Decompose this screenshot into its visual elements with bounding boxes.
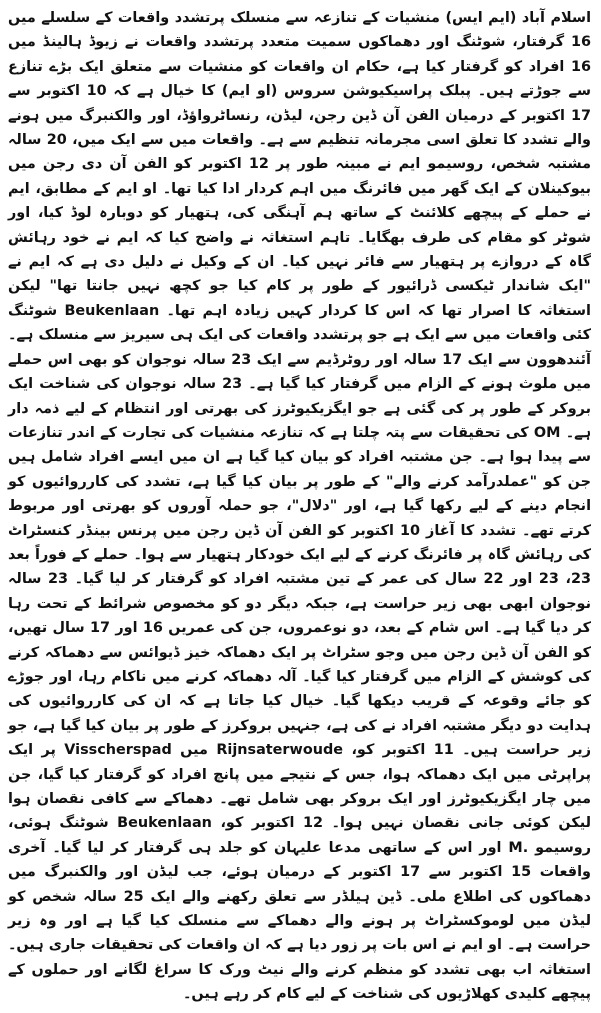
- article-body: اسلام آباد (ایم ایس) منشیات کے تنازعہ سے منسلک پرتشدد واقعات کے سلسلے میں 16 گرفتار، شوٹنگ اور دھماکوں سمیت متعدد پرتشدد واقعات نے زیوڈ ہالینڈ میں 16 افراد کو گرفتار کیا ہے، حکام ان واقعات کو منشیات سے متعلق ایک بڑے تنازع سے جوڑتے ہیں۔ پبلک پراسیکیوشن سروس (او ایم) کا خیال ہے کہ 10 اکتوبر سے 17 اکتوبر کے درمیان الفن آن ڈین رجن، لیڈن، رنساٹرواؤڈ، اور والکنبرگ میں ہونے والے تشدد کا تعلق اسی مجرمانہ تنظیم سے ہے۔ واقعات میں سے ایک میں، 20 سالہ مشتبہ شخص، روسیمو ایم نے مبینہ طور پر 12 اکتوبر کو الفن آن دی رجن میں بیوکینلان کے ایک گھر میں فائرنگ میں اہم کردار ادا کیا تھا۔ او ایم کے مطابق، ایم نے حملے کے پیچھے کلائنٹ کے ساتھ ہم آہنگی کی، ہتھیار کو دوبارہ لوڈ کیا، اور شوٹر کو مقام کی طرف بھگایا۔ تاہم استغاثہ نے واضح کیا کہ ایم نے خود رہائش گاہ کے دروازے پر ہتھیار سے فائر نہیں کیا۔ ان کے وکیل نے دلیل دی ہے کہ ایم نے "ایک شاندار ٹیکسی ڈرائیور کے طور پر کام کیا جو کچھ نہیں جانتا تھا" لیکن استغاثہ کا اصرار تھا کہ اس کا کردار کہیں زیادہ اہم تھا۔ Beukenlaan شوٹنگ کئی واقعات میں سے ایک ہے جو پرتشدد واقعات کی ایک ہی سیریز سے منسلک ہے۔ آئندھوون سے ایک 17 سالہ اور روٹرڈیم سے ایک 23 سالہ نوجوان کو بھی اس حملے میں ملوث ہونے کے الزام میں گرفتار کیا گیا ہے۔ 23 سالہ نوجوان کی شناخت ایک بروکر کے طور پر کی گئی ہے جو ایگزیکیوٹرز کی بھرتی اور انتظام کے لیے ذمہ دار ہے۔ OM کی تحقیقات سے پتہ چلتا ہے کہ تنازعہ منشیات کی تجارت کے اندر تنازعات سے پیدا ہوا ہے۔ جن مشتبہ افراد کو بیان کیا گیا ہے ان میں ایسے افراد شامل ہیں جن کو "عملدرآمد کرنے والے" کے طور پر بیان کیا گیا ہے، تشدد کی کارروائیوں کو انجام دینے کے لیے رکھا گیا ہے، اور "دلال"، جو حملہ آوروں کو بھرتی اور مربوط کرتے تھے۔ تشدد کا آغاز 10 اکتوبر کو الفن آن ڈین رجن میں پرنس بینڈر کنسٹراٹ کی رہائش گاہ پر فائرنگ کرنے کے لیے ایک خودکار ہتھیار سے ہوا۔ حملے کے فوراً بعد 23، 23 اور 22 سال کی عمر کے تین مشتبہ افراد کو گرفتار کر لیا گیا۔ 23 سالہ نوجوان ابھی بھی زیر حراست ہے، جبکہ دیگر دو کو مخصوص شرائط کے تحت رہا کر دیا گیا ہے۔ اس شام کے بعد، دو نوعمروں، جن کی عمریں 16 اور 17 سال تھیں، کو الفن آن ڈین رجن میں وجو سٹراٹ پر ایک دھماکہ خیز ڈیوائس سے دھماکہ کرنے کی کوشش کے الزام میں گرفتار کیا گیا۔ آلہ دھماکہ کرنے میں ناکام رہا، اور جوڑے کو جائے وقوعہ کے قریب دیکھا گیا۔ خیال کیا جاتا ہے کہ ان کی کارروائیوں کی ہدایت دو دیگر مشتبہ افراد نے کی ہے، جنہیں بروکرز کے طور پر بیان کیا گیا ہے، جو زیر حراست ہیں۔ 11 اکتوبر کو، Rijnsaterwoude میں Visscherspad پر ایک پراپرٹی میں ایک دھماکہ ہوا، جس کے نتیجے میں پانچ افراد کو گرفتار کیا گیا، جن میں چار ایگزیکیوٹرز اور ایک بروکر بھی شامل تھے۔ دھماکے سے کافی نقصان ہوا لیکن کوئی جانی نقصان نہیں ہوا۔ 12 اکتوبر کو، Beukenlaan شوٹنگ ہوئی، روسیمو .M اور اس کے ساتھی مدعا علیہان کو جلد ہی گرفتار کر لیا گیا۔ آخری واقعات 15 اکتوبر سے 17 اکتوبر کے درمیان ہوئے، جب لیڈن اور والکنبرگ میں دھماکوں کی اطلاع ملی۔ ڈین ہیلڈر سے تعلق رکھنے والے ایک 25 سالہ شخص کو لیڈن میں لوموکسٹراٹ پر ہونے والے دھماکے سے منسلک کیا گیا ہے اور وہ زیر حراست ہے۔ او ایم نے اس بات پر زور دیا ہے کہ ان واقعات کی تحقیقات جاری ہیں۔ استغاثہ اب بھی تشدد کو منظم کرنے والے نیٹ ورک کا سراغ لگانے اور حملوں کے پیچھے کلیدی کھلاڑیوں کی شناخت کے لیے کام کر رہے ہیں۔: [8, 10, 592, 1003]
